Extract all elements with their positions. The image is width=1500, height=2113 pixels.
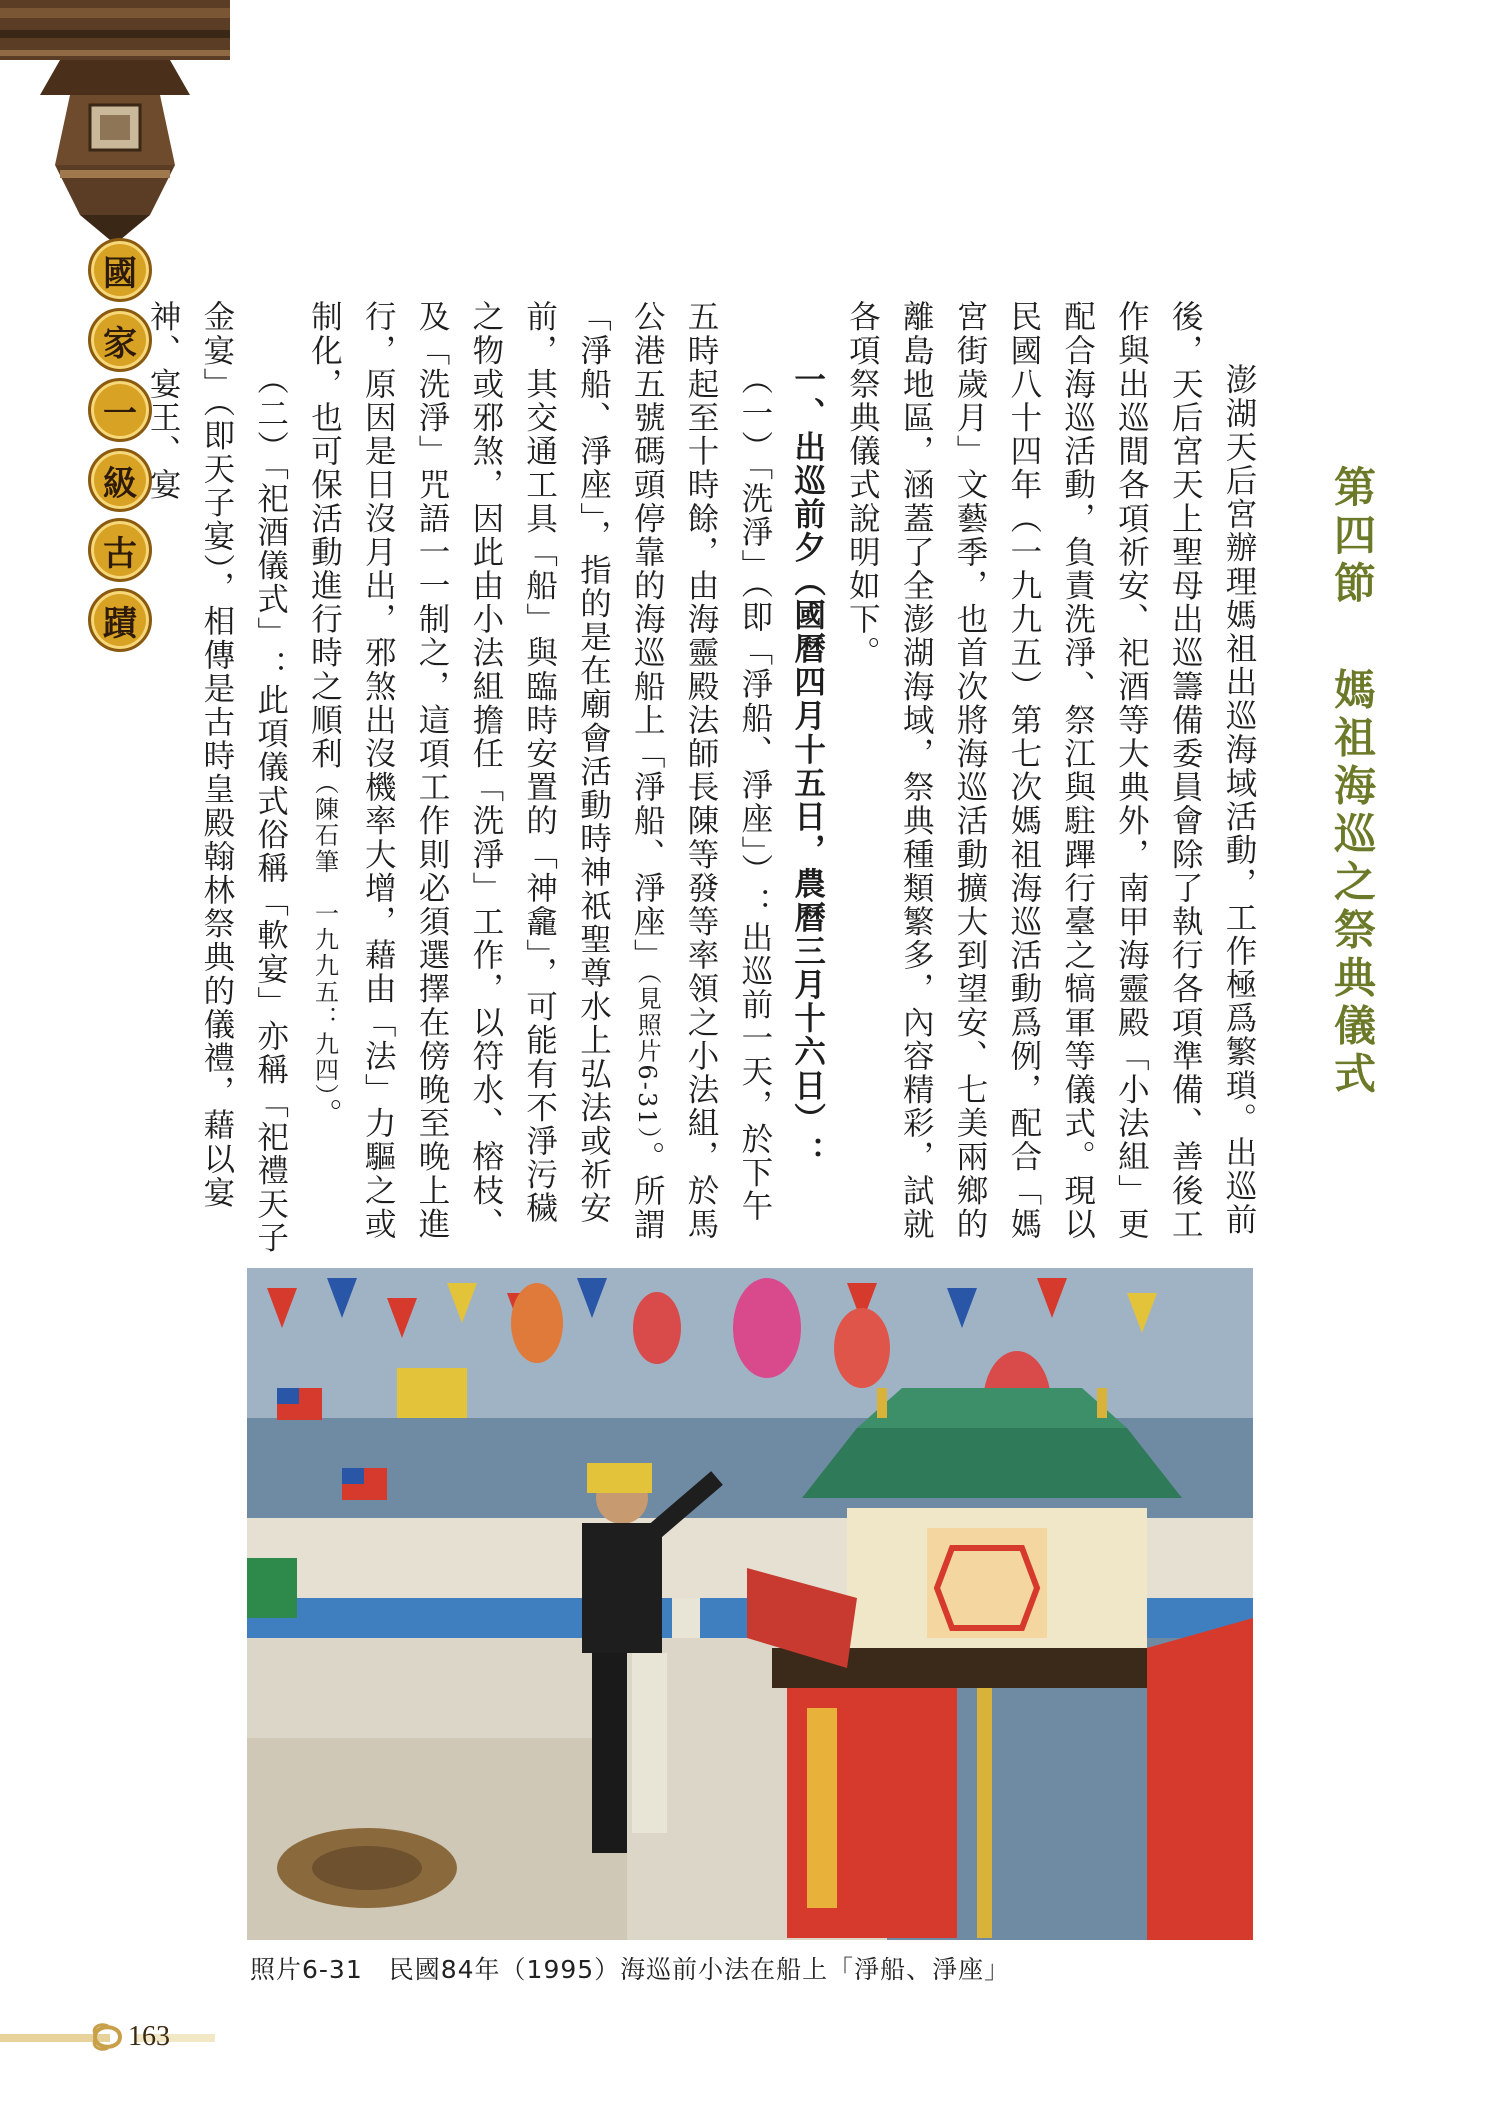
- paragraph-intro: 澎湖天后宮辦理媽祖出巡海域活動，工作極爲繁瑣。出巡前後，天后宮天上聖母出巡籌備委員會除了執行各項準備、善後工作與出巡間各項祈安、祀酒等大典外，南甲海靈殿「小法組」更配合海巡活動，負責洗淨、祭江與駐蹕行臺之犒軍等儀式。現以民國八十四年（一九九五）第七次媽祖海巡活動爲例，配合「媽宮街歲月」文藝季，也首次將海巡活動擴大到望安、七美兩鄉的離島地區，涵蓋了全澎湖海域，祭典種類繁多，內容精彩，試就各項祭典儀式說明如下。: [844, 300, 1257, 1241]
- photo-caption: 照片6-31 民國84年（1995）海巡前小法在船上「淨船、淨座」: [250, 1955, 1011, 1984]
- paragraph-wine-ritual: （二）「祀酒儀式」：此項儀式俗稱「軟宴」亦稱「祀禮天子金宴」（即天子宴），相傳是古時皇殿翰林祭典的儀禮，藉以宴神、宴王、宴: [145, 300, 289, 1255]
- page-number-ornament: [0, 2022, 215, 2052]
- section-title: 媽祖海巡之祭典儀式: [1328, 667, 1377, 1100]
- subheading-label: 一、出巡前夕: [789, 363, 827, 565]
- subheading-date: （國曆四月十五日，農曆三月十六日）：: [789, 564, 827, 1170]
- badge-char: 家: [88, 308, 152, 372]
- section-number: 第四節: [1328, 465, 1377, 609]
- badge-char: 蹟: [88, 588, 152, 652]
- paragraph-cleansing: [297, 300, 781, 1255]
- cleansing-text-continued: 。所謂「淨船、淨座」，指的是在廟會活動時神祇聖尊水上弘法或祈安前，其交通工具「船」與臨時安置的「神龕」，可能有不淨污穢之物或邪煞，因此由小法組擔任「洗淨」工作，以符水、榕枝、及「洗淨」咒語一一制之，這項工作則必須選擇在傍晚至晚上進行，原因是日沒月出，邪煞出沒機率大增，藉由「法」力驅之或制化，也可保活動進行時之順利: [306, 300, 666, 1242]
- subheading-eve: [781, 300, 835, 1255]
- photo-reference: （見照片6-31）: [633, 972, 662, 1141]
- badge-char: 一: [88, 378, 152, 442]
- ritual-photo: [247, 1268, 1253, 1940]
- badge-char: 級: [88, 448, 152, 512]
- cleansing-end: 。: [306, 1097, 343, 1132]
- body-text: [145, 300, 1265, 1255]
- temple-eave-decoration: [0, 0, 230, 240]
- section-heading: [1322, 465, 1382, 1100]
- page-number: 163: [128, 2021, 170, 2052]
- citation: （陳石筆 一九九五：九四）: [310, 770, 339, 1098]
- badge-char: 古: [88, 518, 152, 582]
- cleansing-text: （一）「洗淨」（即「淨船、淨座」）：出巡前一天，於下午五時起至十時餘，由海靈殿法師長陳等發等率領之小法組，於馬公港五號碼頭停靠的海巡船上「淨船、淨座」: [629, 300, 773, 1241]
- badge-char: 國: [88, 238, 152, 302]
